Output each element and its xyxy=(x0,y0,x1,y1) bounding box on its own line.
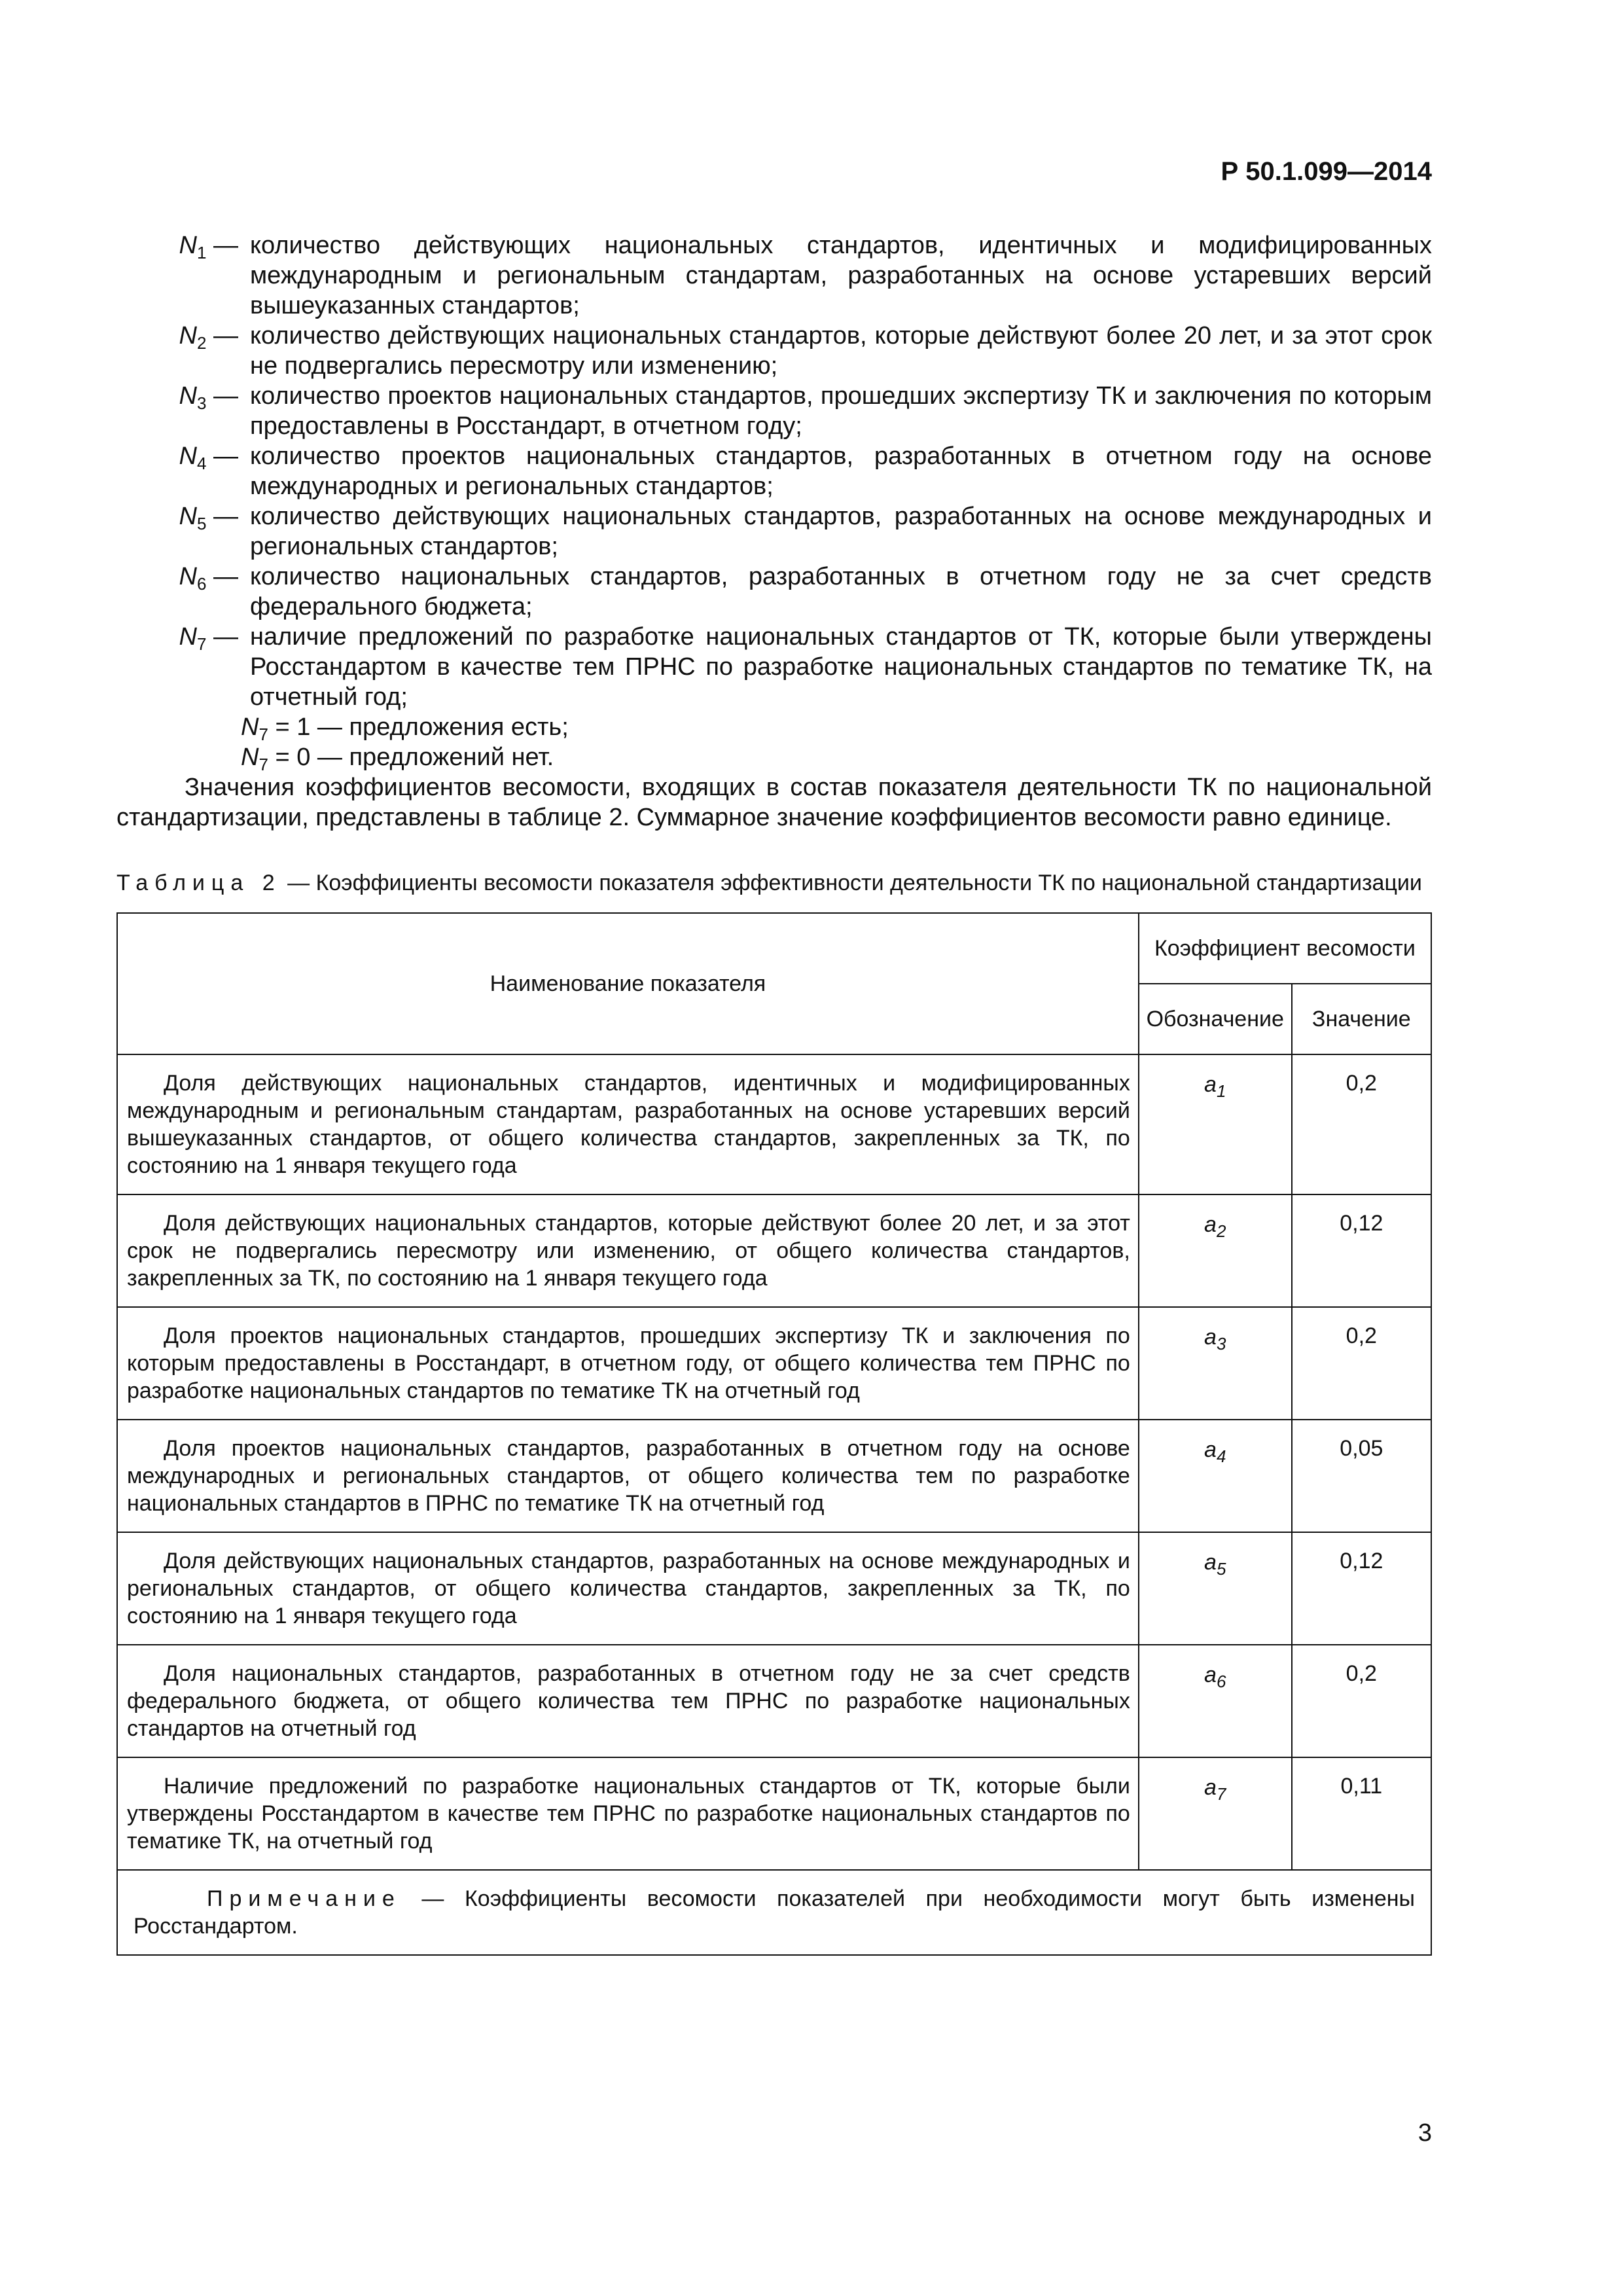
definition-term: $N_4$ — xyxy=(179,442,238,473)
n7-value-line: $N_7 = 1$ — предложения есть; xyxy=(241,713,569,744)
col-header-value: Значение xyxy=(1292,984,1431,1054)
n7-value-line: $N_7 = 0$ — предложений нет. xyxy=(241,744,554,774)
indicator-value: 0,2 xyxy=(1292,1054,1431,1194)
definition-term: $N_6$ — xyxy=(179,563,238,594)
coefficients-table xyxy=(116,912,1432,1956)
indicator-name: Доля действующих национальных стандартов, которые действуют более 20 лет, и за этот срок не подвергались пересмотру или изменению, от общего количества стандартов, закрепленных за ТК, по состоянию на 1 января текущего года xyxy=(117,1194,1139,1307)
body-paragraph: Значения коэффициентов весомости, входящих в состав показателя деятельности ТК по национальной стандартизации, представлены в таблице 2. Суммарное значение коэффициентов весомости равно единице. xyxy=(116,774,1432,831)
definition-item xyxy=(116,622,1432,712)
table-note xyxy=(117,1870,1431,1955)
indicator-value: 0,2 xyxy=(1292,1645,1431,1757)
definition-item xyxy=(116,501,1432,562)
note-label: Примечание xyxy=(207,1886,401,1911)
indicator-symbol: $a_4$ xyxy=(1139,1420,1292,1532)
table-row xyxy=(117,1307,1431,1420)
definition-text: количество проектов национальных стандартов, разработанных в отчетном году на основе международных и региональных стандартов; xyxy=(250,442,1432,500)
document-id: Р 50.1.099—2014 xyxy=(1221,157,1432,186)
col-header-symbol: Обозначение xyxy=(1139,984,1292,1054)
table-body xyxy=(117,1054,1431,1870)
definition-term: $N_3$ — xyxy=(179,382,238,413)
indicator-name: Наличие предложений по разработке национальных стандартов от ТК, которые были утверждены Росстандартом в качестве тем ПРНС по разработке национальных стандартов по тематике ТК, на отчетный год xyxy=(117,1757,1139,1870)
table-caption-label: Таблица 2 xyxy=(116,870,281,895)
definition-item xyxy=(116,321,1432,381)
definition-text: количество проектов национальных стандартов, прошедших экспертизу ТК и заключения по которым предоставлены в Росстандарт, в отчетном году; xyxy=(250,382,1432,440)
indicator-name: Доля проектов национальных стандартов, разработанных в отчетном году на основе международных и региональных стандартов, от общего количества тем по разработке национальных стандартов в ПРНС по тематике ТК на отчетный год xyxy=(117,1420,1139,1532)
definition-item xyxy=(116,230,1432,321)
table-row xyxy=(117,1194,1431,1307)
definition-item xyxy=(116,441,1432,501)
indicator-name: Доля национальных стандартов, разработанных в отчетном году не за счет средств федерального бюджета, от общего количества тем ПРНС по разработке национальных стандартов на отчетный год xyxy=(117,1645,1139,1757)
table-row xyxy=(117,1645,1431,1757)
indicator-value: 0,12 xyxy=(1292,1194,1431,1307)
table-caption xyxy=(116,869,1432,897)
indicator-symbol: $a_5$ xyxy=(1139,1532,1292,1645)
definition-term: $N_2$ — xyxy=(179,322,238,353)
indicator-symbol: $a_6$ xyxy=(1139,1645,1292,1757)
definition-term: $N_1$ — xyxy=(179,232,238,262)
n7-values xyxy=(116,712,1432,772)
indicator-symbol: $a_7$ xyxy=(1139,1757,1292,1870)
indicator-value: 0,05 xyxy=(1292,1420,1431,1532)
main-content xyxy=(116,230,1432,1956)
indicator-value: 0,12 xyxy=(1292,1532,1431,1645)
page-number: 3 xyxy=(1418,2119,1432,2147)
indicator-value: 0,11 xyxy=(1292,1757,1431,1870)
table-row xyxy=(117,1532,1431,1645)
definition-item xyxy=(116,562,1432,622)
indicator-value: 0,2 xyxy=(1292,1307,1431,1420)
definition-text: наличие предложений по разработке национальных стандартов от ТК, которые были утверждены Росстандартом в качестве тем ПРНС по разработке национальных стандартов по тематике ТК, на отчетный год; xyxy=(250,623,1432,711)
indicator-symbol: $a_3$ xyxy=(1139,1307,1292,1420)
note-text: — Коэффициенты весомости показателей при необходимости могут быть изменены Росстандартом. xyxy=(134,1886,1415,1939)
definition-term: $N_7$ — xyxy=(179,623,238,654)
col-header-group: Коэффициент весомости xyxy=(1139,913,1431,984)
definition-text: количество действующих национальных стандартов, идентичных и модифицированных международным и региональным стандартам, разработанных на основе устаревших версий вышеуказанных стандартов; xyxy=(250,232,1432,319)
definition-text: количество действующих национальных стандартов, разработанных на основе международных и региональных стандартов; xyxy=(250,503,1432,560)
col-header-name: Наименование показателя xyxy=(117,913,1139,1054)
definition-list xyxy=(116,230,1432,712)
definition-text: количество национальных стандартов, разработанных в отчетном году не за счет средств федерального бюджета; xyxy=(250,563,1432,620)
definition-term: $N_5$ — xyxy=(179,503,238,533)
indicator-symbol: $a_2$ xyxy=(1139,1194,1292,1307)
table-row xyxy=(117,1757,1431,1870)
table-caption-text: — Коэффициенты весомости показателя эффективности деятельности ТК по национальной стандартизации xyxy=(281,870,1422,895)
indicator-name: Доля действующих национальных стандартов, разработанных на основе международных и региональных стандартов, от общего количества стандартов, закрепленных за ТК, по состоянию на 1 января текущего года xyxy=(117,1532,1139,1645)
table-row xyxy=(117,1054,1431,1194)
indicator-name: Доля проектов национальных стандартов, прошедших экспертизу ТК и заключения по которым предоставлены в Росстандарт, в отчетном году, от общего количества тем ПРНС по разработке национальных стандартов по тематике ТК на отчетный год xyxy=(117,1307,1139,1420)
indicator-name: Доля действующих национальных стандартов, идентичных и модифицированных международным и региональным стандартам, разработанных на основе устаревших версий вышеуказанных стандартов, от общего количества стандартов, закрепленных за ТК, по состоянию на 1 января текущего года xyxy=(117,1054,1139,1194)
table-row xyxy=(117,1420,1431,1532)
definition-item xyxy=(116,381,1432,441)
indicator-symbol: $a_1$ xyxy=(1139,1054,1292,1194)
definition-text: количество действующих национальных стандартов, которые действуют более 20 лет, и за этот срок не подвергались пересмотру или изменению; xyxy=(250,322,1432,380)
